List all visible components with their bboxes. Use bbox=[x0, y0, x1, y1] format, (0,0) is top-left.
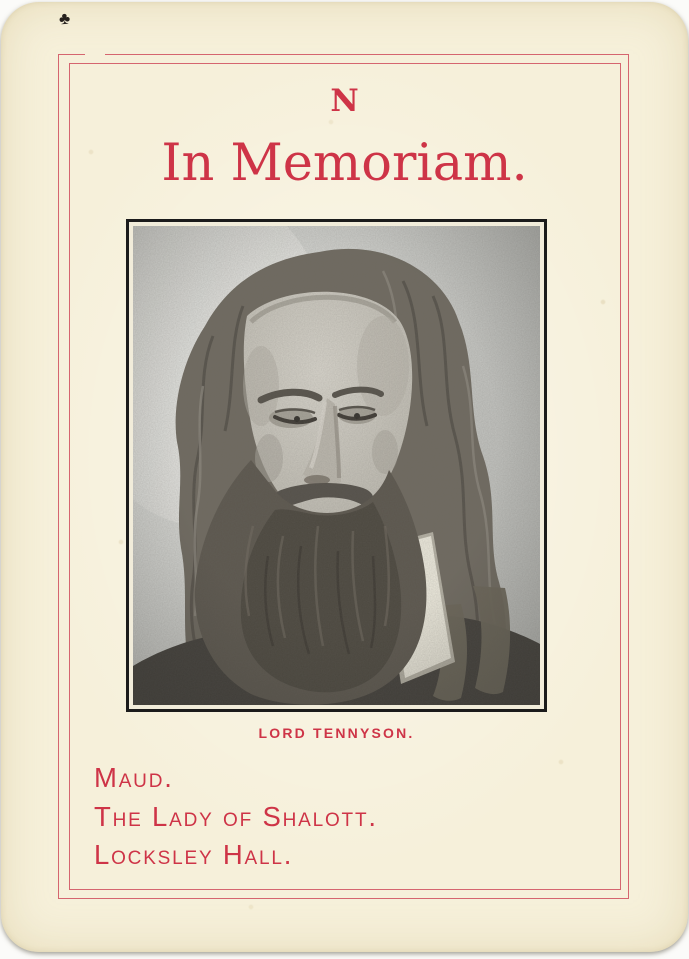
work-item: The Lady of Shalott. bbox=[94, 800, 378, 832]
work-item: Locksley Hall. bbox=[94, 839, 294, 870]
playing-card bbox=[1, 2, 688, 952]
portrait-image bbox=[133, 226, 540, 705]
work-item: Maud. bbox=[94, 762, 174, 793]
border-print-gap bbox=[85, 52, 105, 58]
club-suit-icon: ♣ bbox=[58, 8, 71, 29]
portrait-frame bbox=[126, 219, 547, 712]
portrait-caption: LORD TENNYSON. bbox=[258, 725, 415, 741]
works-list bbox=[94, 759, 378, 875]
card-title: In Memoriam. bbox=[161, 134, 528, 193]
card-index-letter: N bbox=[330, 83, 359, 119]
